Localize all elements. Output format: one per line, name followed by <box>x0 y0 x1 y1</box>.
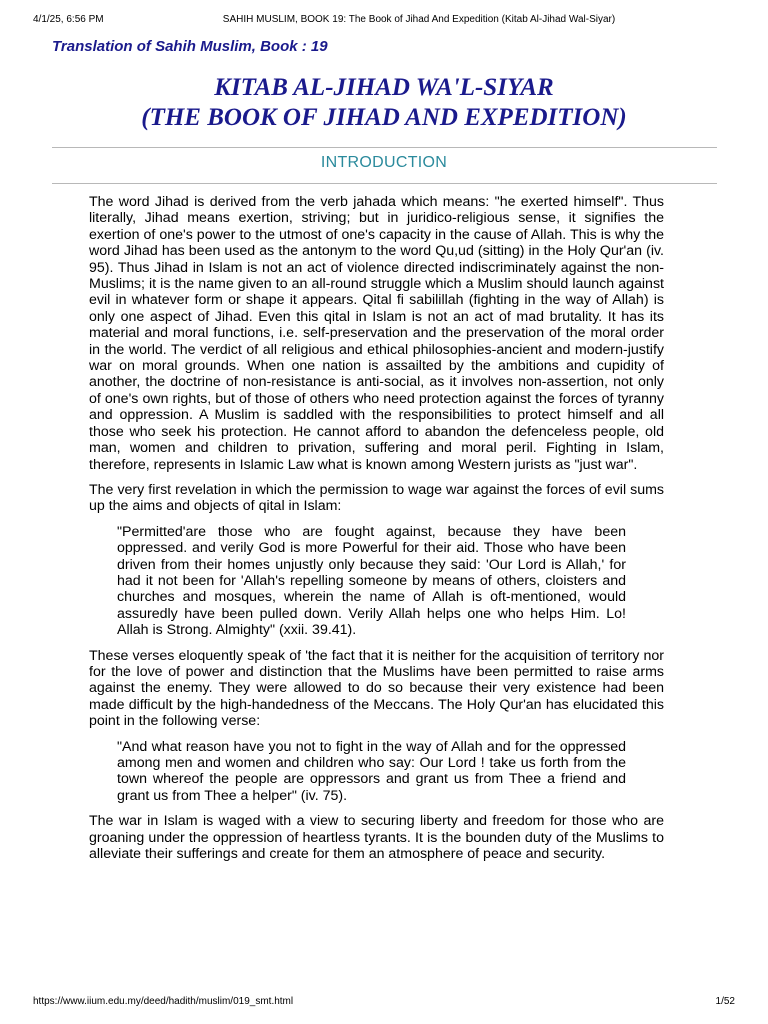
paragraph: These verses eloquently speak of 'the fact that it is neither for the acquisition of territory nor for the love of power and distinction that the Muslims have been permitted to raise arms against the enemy. They were allowed to do so because their very existence had been made difficult by the high-handedness of the Meccans. The Holy Qur'an has elucidated this point in the following verse: <box>89 647 664 730</box>
paragraph: The war in Islam is waged with a view to securing liberty and freedom for those who are groaning under the oppression of heartless tyrants. It is the bounden duty of the Muslims to alleviate their sufferings and create for them an atmosphere of peace and security. <box>89 813 664 863</box>
section-heading: INTRODUCTION <box>320 154 448 171</box>
print-footer <box>33 996 735 1010</box>
divider-top <box>52 147 717 148</box>
print-header <box>33 14 735 28</box>
document-body <box>89 194 664 871</box>
print-datetime: 4/1/25, 6:56 PM <box>33 14 104 25</box>
print-url: https://www.iium.edu.my/deed/hadith/muslim/019_smt.html <box>33 996 294 1007</box>
quran-quote: "Permitted'are those who are fought against, because they have been oppressed. and verily God is more Powerful for their aid. Those who have been driven from their homes unjustly only because they said: 'Our Lord is Allah,' for had it not been for 'Allah's repelling someone by means of others, cloisters and churches and mosques, wherein the name of Allah is oft-mentioned, would assuredly have been pulled down. Verily Allah helps one who helps Him. Lo! Allah is Strong. Almighty" (xxii. 39.41). <box>117 523 626 639</box>
print-page-number: 1/52 <box>715 996 735 1007</box>
book-subtitle: Translation of Sahih Muslim, Book : 19 <box>52 38 328 55</box>
paragraph: The word Jihad is derived from the verb jahada which means: "he exerted himself". Thus literally, Jihad means exertion, striving; but in juridico-religious sense, it signifies the exertion of one's power to the utmost of one's capacity in the cause of Allah. This is why the word Jihad has been used as the antonym to the word Qu,ud (sitting) in the Holy Qur'an (iv. 95). Thus Jihad in Islam is not an act of violence directed indiscriminately against the non-Muslims; it is the name given to an all-round struggle which a Muslim should launch against evil in whatever form or shape it appears. Qital fi sabilillah (fighting in the way of Allah) is only one aspect of Jihad. Even this qital in Islam is not an act of mad brutality. It has its material and moral functions, i.e. self-preservation and the preservation of the moral order in the world. The verdict of all religious and ethical philosophies-ancient and modern-justify war on moral grounds. When one nation is assailted by the ambitions and cupidity of another, the doctrine of non-resistance is anti-social, as it involves non-assertion, not only of one's own rights, but of those of others who need protection against the forces of tyranny and oppression. A Muslim is saddled with the responsibilities to protect himself and all those who seek his protection. He cannot afford to abandon the defenceless people, old man, women and children to privation, suffering and moral peril. Fighting in Islam, therefore, represents in Islamic Law what is known among Western jurists as "just war". <box>89 194 664 473</box>
paragraph: The very first revelation in which the permission to wage war against the forces of evil sums up the aims and objects of qital in Islam: <box>89 481 664 515</box>
divider-bottom <box>52 183 717 184</box>
quran-quote: "And what reason have you not to fight in the way of Allah and for the oppressed among men and women and children who say: Our Lord ! take us forth from the town whereof the people are oppressors and grant us from Thee a friend and grant us from Thee a helper" (iv. 75). <box>117 738 626 804</box>
page-title <box>0 73 768 133</box>
title-line-1: KITAB AL-JIHAD WA'L-SIYAR <box>214 74 554 101</box>
title-line-2: (THE BOOK OF JIHAD AND EXPEDITION) <box>141 104 627 131</box>
print-page-title: SAHIH MUSLIM, BOOK 19: The Book of Jihad And Expedition (Kitab Al-Jihad Wal-Siyar) <box>222 14 616 25</box>
